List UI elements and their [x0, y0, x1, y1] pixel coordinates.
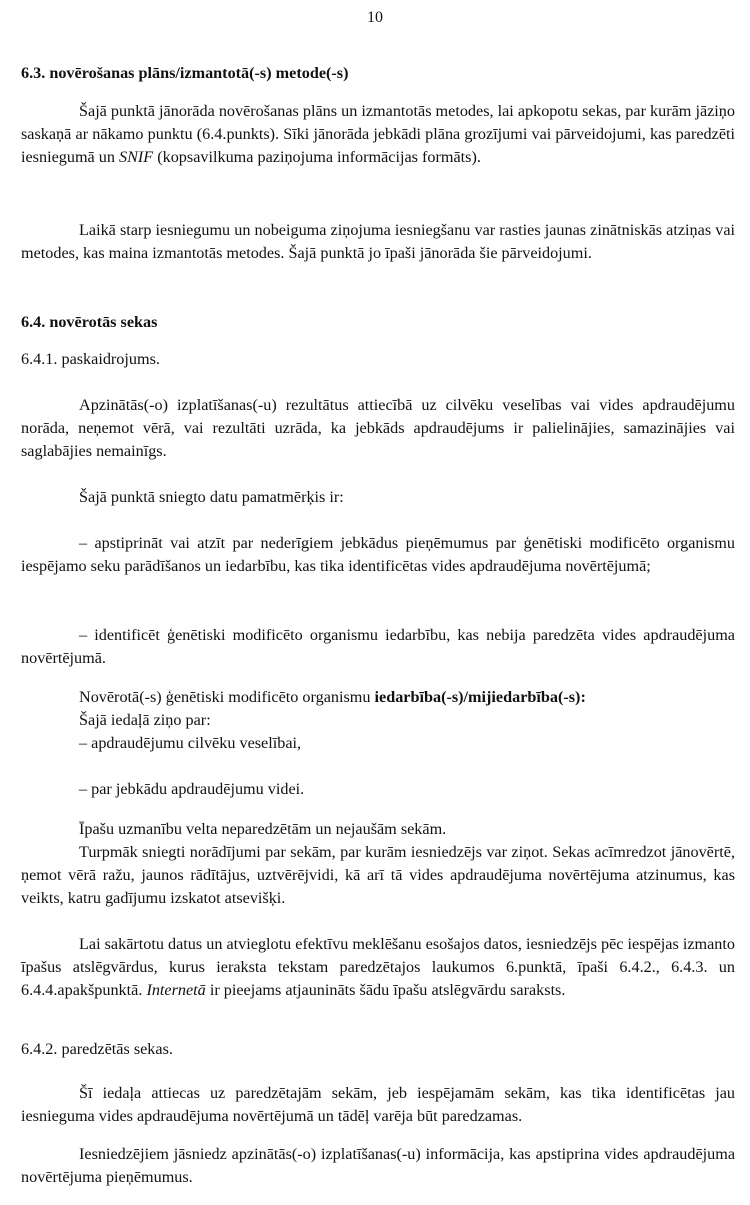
list-item-confirm: – apstiprināt vai atzīt par nederīgiem jebkādus pieņēmumus par ģenētiski modificēto organismu iespējamo seku parādīšanos un iedarbību, kas tika identificētas vides apdraudējuma novērtējumā;: [21, 534, 735, 575]
section-6-4-1-paragraph-2: Šajā punktā sniegto datu pamatmērķis ir:: [79, 488, 344, 506]
section-6-4-heading: 6.4. novērotās sekas: [21, 313, 158, 331]
page-number: 10: [367, 9, 383, 26]
snif-term: SNIF: [119, 148, 154, 166]
section-6-4-2-paragraph-2: Iesniedzējiem jāsniedz apzinātās(-o) izplatīšanas(-u) informācija, kas apstiprina vides apdraudējuma novērtējuma pieņēmumus.: [21, 1145, 735, 1186]
observed-effects-line-3: – apdraudējumu cilvēku veselībai,: [79, 734, 302, 752]
internet-term: Internetā: [146, 981, 206, 999]
unintended-effects-line-1: Īpašu uzmanību velta neparedzētām un nejaušām sekām.: [79, 820, 447, 838]
section-6-3-paragraph-2: Laikā starp iesniegumu un nobeiguma ziņojuma iesniegšanu var rasties jaunas zinātniskās atziņas vai metodes, kas maina izmantotās metodes. Šajā punktā jo īpaši jānorāda šie pārveidojumi.: [21, 221, 735, 262]
unintended-effects-block: [21, 818, 735, 910]
observed-effects-line-2: Šajā iedaļā ziņo par:: [79, 711, 211, 729]
subsection-6-4-2-title: 6.4.2. paredzētās sekas.: [21, 1040, 173, 1058]
section-6-3-heading: 6.3. novērošanas plāns/izmantotā(-s) metode(-s): [21, 64, 349, 82]
section-6-4-2-paragraph-1: Šī iedaļa attiecas uz paredzētajām sekām, jeb iespējamām sekām, kas tika identificētas jau iesnieguma vides apdraudējuma novērtējumā un tādēļ varēja būt paredzamas.: [21, 1084, 735, 1125]
section-6-4-1-paragraph-1: Apzinātās(-o) izplatīšanas(-u) rezultātus attiecībā uz cilvēku veselības vai vides apdraudējumu norāda, neņemot vērā, vai rezultāti uzrāda, ka jebkāds apdraudējums ir palielinājies, samazinājies vai saglabājies nemainīgs.: [21, 396, 735, 460]
subsection-6-4-1-title: 6.4.1. paskaidrojums.: [21, 350, 160, 368]
unintended-effects-paragraph: Turpmāk sniegti norādījumi par sekām, par kurām iesniedzējs var ziņot. Sekas acīmredzot jānovērtē, ņemot vērā ražu, jaunos rādītājus, uztvērējvidi, kā arī tā vides apdraudējuma novērtējuma atzinumus, kas veikts, katru gadījumu izskatot atsevišķi.: [21, 843, 735, 907]
keywords-paragraph: Lai sakārtotu datus un atvieglotu efektīvu meklēšanu esošajos datos, iesniedzējs pēc iespējas izmanto īpašus atslēgvārdus, kurus ieraksta tekstam paredzētajos laukumos 6.punktā, īpaši 6.4.2., 6.4.3. un 6.4.4.apakšpunktā. Internetā ir pieejams atjaunināts šādu īpašu atslēgvārdu saraksts.: [21, 935, 735, 999]
list-item-identify: – identificēt ģenētiski modificēto organismu iedarbību, kas nebija paredzēta vides apdraudējuma novērtējumā.: [21, 626, 735, 667]
observed-effects-lead: Novērotā(-s) ģenētiski modificēto organismu iedarbība(-s)/mijiedarbība(-s):: [79, 688, 586, 706]
section-6-3-paragraph-1: Šajā punktā jānorāda novērošanas plāns un izmantotās metodes, lai apkopotu sekas, par kurām jāziņo saskaņā ar nākamo punktu (6.4.punkts). Sīki jānorāda jebkādi plāna grozījumi vai pārveidojumi, kas paredzēti iesniegumā un SNIF (kopsavilkuma paziņojuma informācijas formāts).: [21, 102, 735, 166]
observed-effects-line-4: – par jebkādu apdraudējumu videi.: [79, 780, 305, 798]
observed-effects-block: [21, 686, 735, 801]
